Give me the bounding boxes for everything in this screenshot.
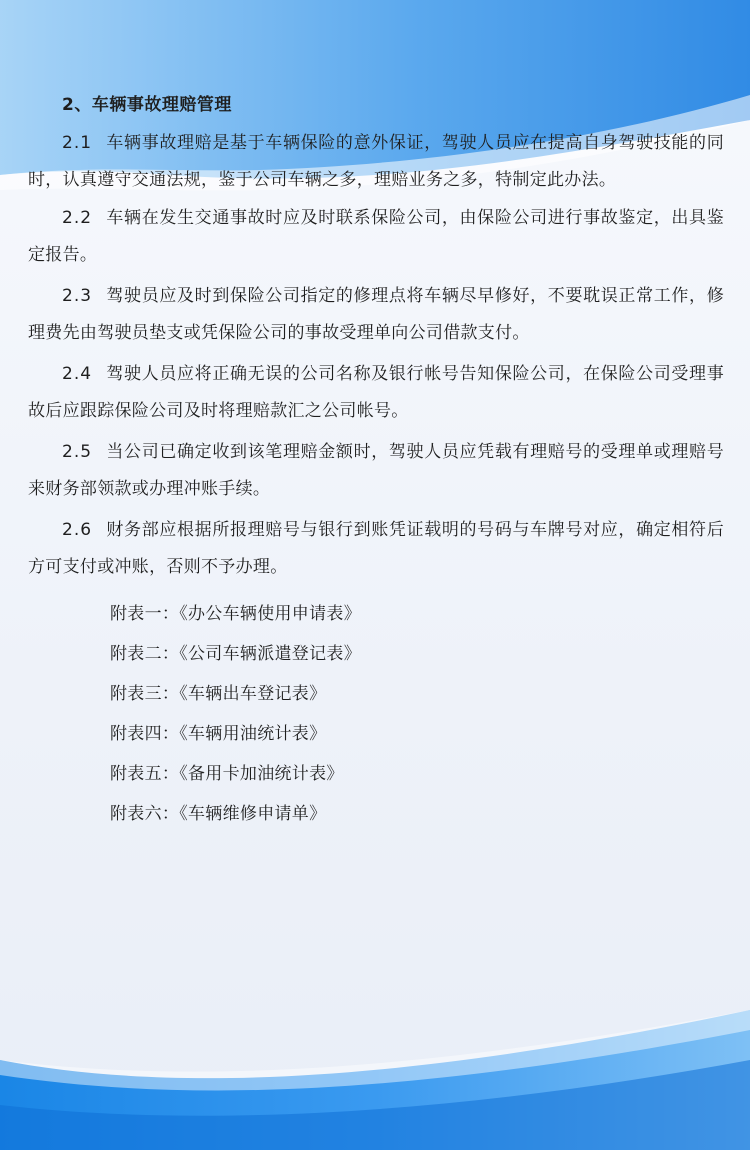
clause-text: 车辆在发生交通事故时应及时联系保险公司，由保险公司进行事故鉴定，出具鉴定报告。 [28, 208, 724, 265]
clause-number: 2.4 [62, 364, 93, 384]
clause-number: 2.5 [62, 442, 93, 462]
section-heading: 2、车辆事故理赔管理 [62, 95, 232, 115]
appendix-item-2: 附表二：《公司车辆派遣登记表》 [110, 644, 361, 664]
clause-text: 当公司已确定收到该笔理赔金额时，驾驶人员应凭载有理赔号的受理单或理赔号来财务部领款或办理冲账手续。 [28, 442, 724, 499]
clause-text: 驾驶员应及时到保险公司指定的修理点将车辆尽早修好，不要耽误正常工作，修理费先由驾驶员垫支或凭保险公司的事故受理单向公司借款支付。 [28, 286, 724, 343]
paragraph-2-6 [28, 512, 724, 586]
clause-text: 驾驶人员应将正确无误的公司名称及银行帐号告知保险公司，在保险公司受理事故后应跟踪保险公司及时将理赔款汇之公司帐号。 [28, 364, 724, 421]
clause-text: 财务部应根据所报理赔号与银行到账凭证载明的号码与车牌号对应，确定相符后方可支付或冲账，否则不予办理。 [28, 520, 724, 577]
appendix-item-1: 附表一：《办公车辆使用申请表》 [110, 604, 361, 624]
appendix-list [110, 594, 361, 834]
clause-number: 2.2 [62, 208, 93, 228]
clause-number: 2.1 [62, 133, 93, 153]
clause-number: 2.6 [62, 520, 93, 540]
paragraph-2-3 [28, 278, 724, 352]
paragraph-2-5 [28, 434, 724, 508]
appendix-item-4: 附表四：《车辆用油统计表》 [110, 724, 327, 744]
appendix-item-5: 附表五：《备用卡加油统计表》 [110, 764, 344, 784]
paragraph-2-2 [28, 200, 724, 274]
appendix-item-3: 附表三：《车辆出车登记表》 [110, 684, 327, 704]
clause-text: 车辆事故理赔是基于车辆保险的意外保证，驾驶人员应在提高自身驾驶技能的同时，认真遵守交通法规，鉴于公司车辆之多，理赔业务之多，特制定此办法。 [28, 133, 724, 190]
appendix-item-6: 附表六：《车辆维修申请单》 [110, 804, 327, 824]
paragraph-2-1 [28, 125, 724, 199]
clause-number: 2.3 [62, 286, 93, 306]
paragraph-2-4 [28, 356, 724, 430]
